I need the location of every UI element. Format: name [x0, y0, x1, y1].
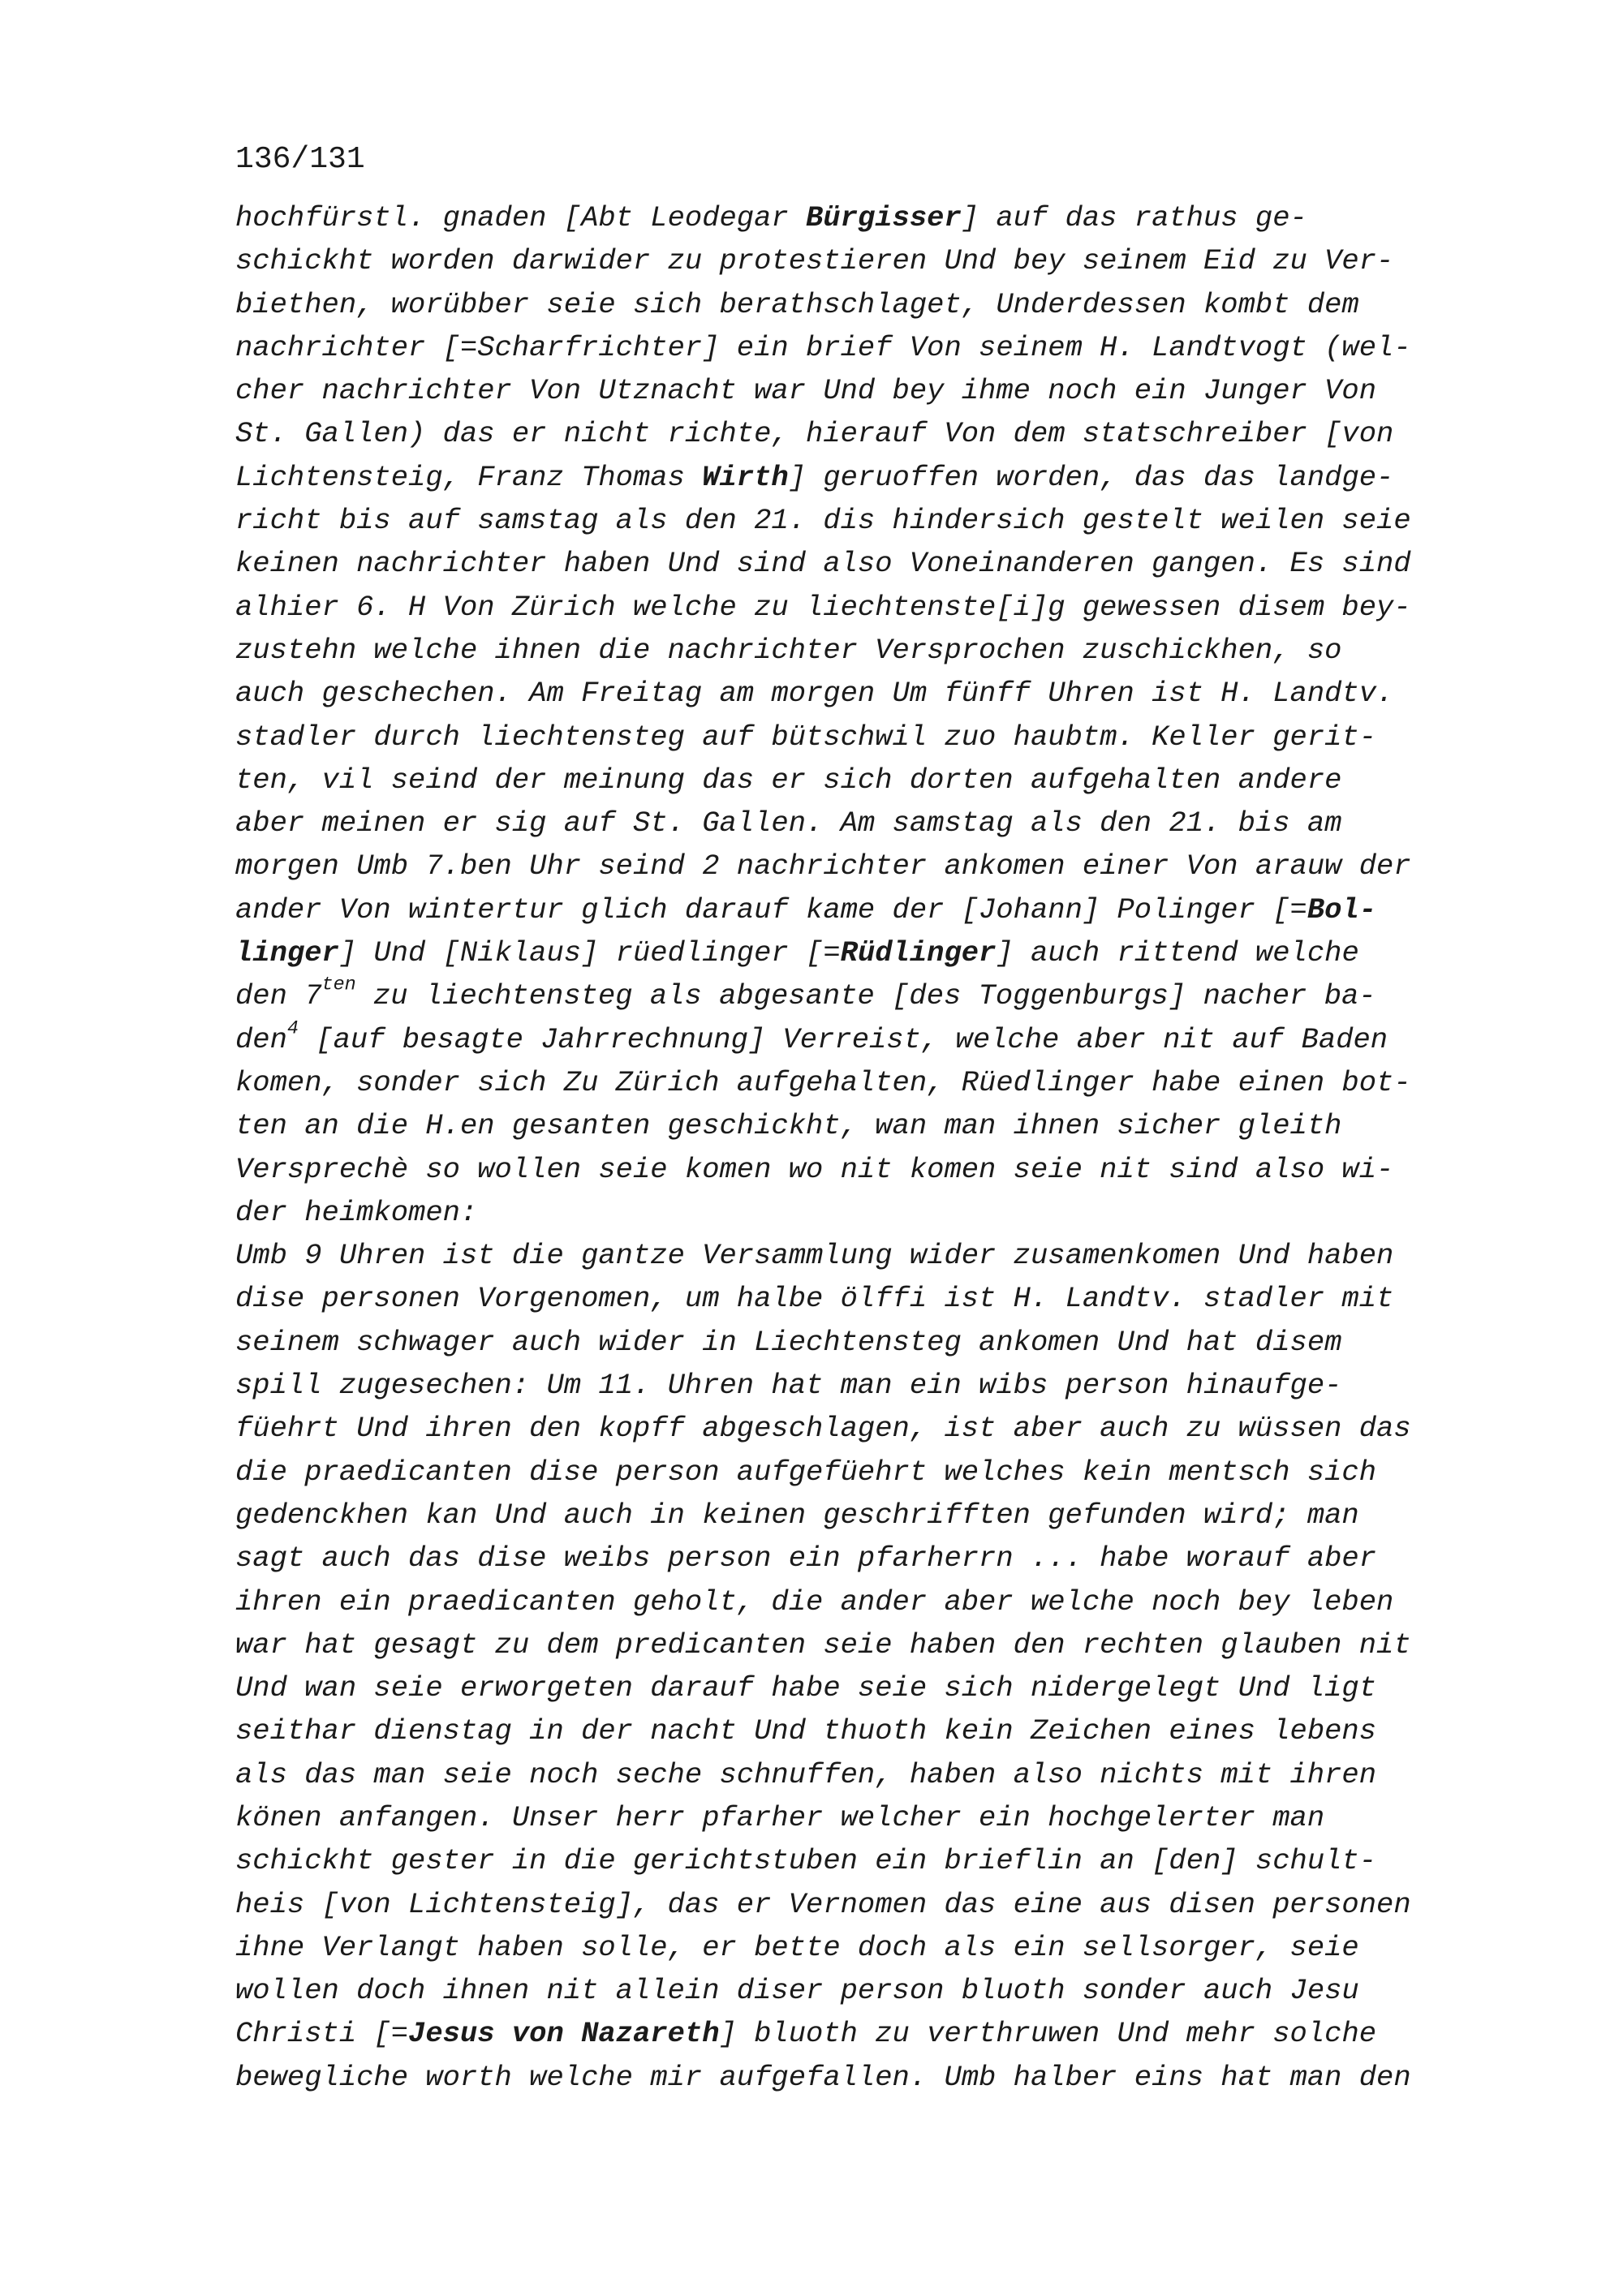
text-line — [235, 716, 1501, 759]
text-line — [235, 1537, 1501, 1580]
text-line — [235, 2012, 1501, 2055]
text-segment: stadler durch liechtensteg auf bütschwil zuo haubtm. Keller gerit- — [235, 720, 1377, 754]
text-segment: hochfürstl. gnaden [Abt Leodegar — [235, 201, 807, 234]
text-line — [235, 759, 1501, 802]
text-line — [235, 1580, 1501, 1623]
text-segment: ] auch rittend welche — [996, 936, 1359, 970]
text-segment: nachrichter [=Scharfrichter] ein brief Von seinem H. Landtvogt (wel- — [235, 330, 1411, 364]
text-line — [235, 586, 1501, 629]
text-segment: morgen Umb 7.ben Uhr seind 2 nachrichter ankomen einer Von arauw der — [235, 849, 1411, 884]
text-segment: ten an die H.en gesanten geschickht, wan man ihnen sicher gleith — [235, 1109, 1342, 1143]
text-segment: als das man seie noch seche schnuffen, haben also nichts mit ihren — [235, 1757, 1377, 1791]
document-body — [235, 196, 1501, 2099]
text-segment: Christi [= — [235, 2017, 409, 2051]
text-segment: gedenckhen kan Und auch in keinen geschrifften gefunden wird; man — [235, 1498, 1359, 1532]
text-segment: Versprechè so wollen seie komen wo nit komen seie nit sind also wi- — [235, 1152, 1394, 1186]
text-line — [235, 974, 1501, 1017]
text-line — [235, 1709, 1501, 1752]
text-segment: bewegliche worth welche mir aufgefallen. Umb halber eins hat man den — [235, 2060, 1411, 2094]
text-line — [235, 931, 1501, 974]
text-line — [235, 1753, 1501, 1796]
text-line — [235, 1926, 1501, 1969]
superscript: ten — [321, 974, 356, 996]
text-segment: schickht gester in die gerichtstuben ein brieflin an [den] schult- — [235, 1844, 1377, 1878]
text-line — [235, 326, 1501, 369]
text-line — [235, 239, 1501, 282]
text-line — [235, 1839, 1501, 1882]
text-segment: den 7 — [235, 979, 322, 1013]
text-segment: heis [von Lichtensteig], das er Vernomen das eine aus disen personen — [235, 1887, 1411, 1921]
text-segment: ihren ein praedicanten geholt, die ander aber welche noch bey leben — [235, 1584, 1394, 1619]
text-line — [235, 672, 1501, 715]
text-segment: könen anfangen. Unser herr pfarher welcher ein hochgelerter man — [235, 1800, 1325, 1834]
text-line — [235, 1104, 1501, 1147]
text-line — [235, 802, 1501, 845]
text-line — [235, 542, 1501, 585]
text-segment: füehrt Und ihren den kopff abgeschlagen, ist aber auch zu wüssen das — [235, 1412, 1411, 1446]
text-segment: biethen, worübber seie sich berathschlaget, Underdessen kombt dem — [235, 287, 1359, 321]
text-line — [235, 1148, 1501, 1191]
superscript: 4 — [286, 1017, 299, 1040]
text-segment: alhier 6. H Von Zürich welche zu liechtenste[i]g gewessen disem bey- — [235, 590, 1411, 624]
text-segment: komen, sonder sich Zu Zürich aufgehalten, Rüedlinger habe einen bot- — [235, 1065, 1411, 1099]
text-line — [235, 1666, 1501, 1709]
text-line — [235, 888, 1501, 931]
text-segment: ander Von wintertur glich darauf kame der [Johann] Polinger [= — [235, 892, 1307, 927]
text-line — [235, 1364, 1501, 1407]
text-line — [235, 369, 1501, 412]
text-segment: ihne Verlangt haben solle, er bette doch als ein sellsorger, seie — [235, 1930, 1359, 1964]
bold-name: linger — [235, 936, 339, 970]
text-segment: keinen nachrichter haben Und sind also Voneinanderen gangen. Es sind — [235, 547, 1411, 581]
text-line — [235, 1494, 1501, 1537]
text-line — [235, 283, 1501, 326]
text-segment: der heimkomen: — [235, 1195, 478, 1229]
text-segment: ] auf das rathus ge- — [961, 201, 1307, 234]
bold-name: Bol- — [1307, 892, 1377, 927]
text-line — [235, 1969, 1501, 2012]
bold-name: Rüdlinger — [840, 936, 997, 970]
text-line — [235, 499, 1501, 542]
bold-name: Jesus von Nazareth — [408, 2017, 720, 2051]
text-line — [235, 1018, 1501, 1061]
text-line — [235, 1191, 1501, 1234]
text-segment: St. Gallen) das er nicht richte, hierauf Von dem statschreiber [von — [235, 417, 1394, 451]
text-segment: Lichtensteig, Franz Thomas — [235, 460, 703, 494]
text-segment: sagt auch das dise weibs person ein pfarherrn ... habe worauf aber — [235, 1541, 1377, 1576]
page-number: 136/131 — [235, 142, 365, 177]
text-line — [235, 845, 1501, 888]
text-segment: Und wan seie erworgeten darauf habe seie sich nidergelegt Und ligt — [235, 1671, 1377, 1705]
text-segment: cher nachrichter Von Utznacht war Und bey ihme noch ein Junger Von — [235, 374, 1377, 408]
text-segment: zu liechtensteg als abgesante [des Toggenburgs] nacher ba- — [355, 979, 1376, 1013]
text-line — [235, 1883, 1501, 1926]
text-line — [235, 1407, 1501, 1450]
text-line — [235, 1451, 1501, 1494]
text-segment: auch geschechen. Am Freitag am morgen Um fünff Uhren ist H. Landtv. — [235, 677, 1394, 711]
text-line — [235, 629, 1501, 672]
text-segment: ] bluoth zu verthruwen Und mehr solche — [719, 2017, 1377, 2051]
text-segment: spill zugesechen: Um 11. Uhren hat man ein wibs person hinaufge- — [235, 1369, 1342, 1403]
text-line — [235, 1321, 1501, 1364]
text-line — [235, 1234, 1501, 1277]
text-segment: seinem schwager auch wider in Liechtensteg ankomen Und hat disem — [235, 1325, 1342, 1359]
text-segment: ten, vil seind der meinung das er sich dorten aufgehalten andere — [235, 763, 1342, 797]
text-line — [235, 1277, 1501, 1320]
text-segment: seithar dienstag in der nacht Und thuoth kein Zeichen eines lebens — [235, 1714, 1377, 1748]
bold-name: Bürgisser — [806, 201, 962, 234]
text-segment: war hat gesagt zu dem predicanten seie haben den rechten glauben nit — [235, 1627, 1411, 1662]
text-line — [235, 1623, 1501, 1666]
text-segment: ] geruoffen worden, das das landge- — [788, 460, 1394, 494]
text-line — [235, 456, 1501, 499]
text-segment: die praedicanten dise person aufgefüehrt welches kein mentsch sich — [235, 1455, 1377, 1489]
text-segment: schickht worden darwider zu protestieren Und bey seinem Eid zu Ver- — [235, 244, 1394, 278]
text-line — [235, 1061, 1501, 1104]
text-segment: wollen doch ihnen nit allein diser person bluoth sonder auch Jesu — [235, 1974, 1359, 2008]
text-line — [235, 412, 1501, 455]
text-segment: den — [235, 1022, 287, 1056]
text-segment: richt bis auf samstag als den 21. dis hindersich gestelt weilen seie — [235, 504, 1411, 538]
text-segment: ] Und [Niklaus] rüedlinger [= — [338, 936, 841, 970]
text-line — [235, 1796, 1501, 1839]
text-segment: [auf besagte Jahrrechnung] Verreist, welche aber nit auf Baden — [298, 1022, 1388, 1056]
text-line — [235, 2056, 1501, 2099]
text-segment: zustehn welche ihnen die nachrichter Versprochen zuschickhen, so — [235, 633, 1342, 667]
text-line — [235, 196, 1501, 239]
text-segment: Umb 9 Uhren ist die gantze Versammlung wider zusamenkomen Und haben — [235, 1239, 1394, 1273]
text-segment: aber meinen er sig auf St. Gallen. Am samstag als den 21. bis am — [235, 806, 1342, 841]
text-segment: dise personen Vorgenomen, um halbe ölffi ist H. Landtv. stadler mit — [235, 1282, 1394, 1316]
bold-name: Wirth — [702, 460, 789, 494]
